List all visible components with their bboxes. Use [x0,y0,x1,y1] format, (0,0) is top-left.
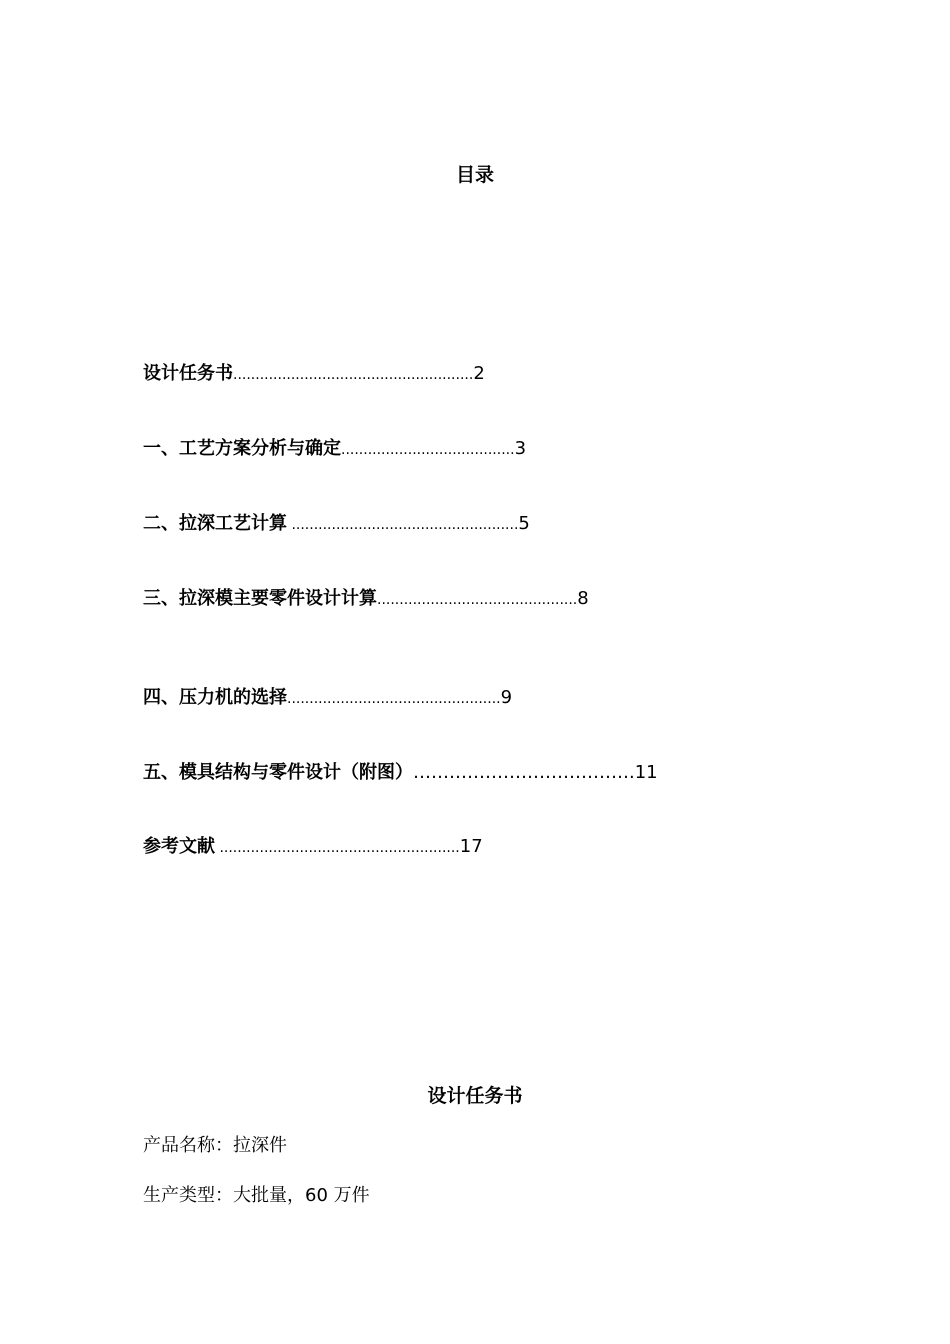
toc-entry-leader: ................................................... [287,517,519,533]
task-section-title: 设计任务书 [427,1085,523,1107]
product-name-label: 产品名称： [143,1135,233,1156]
toc-entry-label: 二、拉深工艺计算 [143,513,287,534]
production-type-value: 大批量，60 万件 [233,1185,370,1206]
toc-entry-references[interactable] [143,835,483,860]
toc-entry-leader: ...................................................... [233,367,474,383]
toc-title: 目录 [455,164,494,186]
toc-entry-page: 5 [518,513,530,534]
toc-entry-page: 9 [500,687,513,708]
toc-entry-task[interactable] [143,362,485,387]
toc-entry-3[interactable] [143,587,589,612]
toc-entry-2[interactable] [143,512,530,537]
toc-entry-label: 一、工艺方案分析与确定 [143,438,341,459]
toc-entry-label: 三、拉深模主要零件设计计算 [143,588,377,609]
toc-entry-label: 四、压力机的选择 [143,687,287,708]
toc-entry-leader: ………………………………. [413,762,635,783]
toc-entry-label: 设计任务书 [143,363,233,384]
product-name-value: 拉深件 [233,1135,287,1156]
toc-entry-page: 11 [634,762,658,783]
toc-entry-page: 8 [577,588,589,609]
toc-entry-4[interactable] [143,686,512,711]
toc-entry-leader: ............................................. [377,592,578,608]
toc-entry-1[interactable] [143,437,526,462]
toc-entry-page: 3 [514,438,527,459]
toc-entry-page: 2 [473,363,485,384]
toc-entry-leader: ...................................................... [215,840,460,856]
toc-entry-leader: ................................................ [287,691,501,707]
toc-entry-label: 参考文献 [143,836,215,857]
toc-entry-label: 五、模具结构与零件设计（附图） [143,762,413,783]
toc-entry-page: 17 [459,836,483,857]
production-type-line [143,1184,370,1208]
toc-entry-leader: ....................................... [341,442,515,458]
toc-entry-5[interactable] [143,761,658,785]
production-type-label: 生产类型： [143,1185,233,1206]
product-name-line [143,1134,287,1158]
